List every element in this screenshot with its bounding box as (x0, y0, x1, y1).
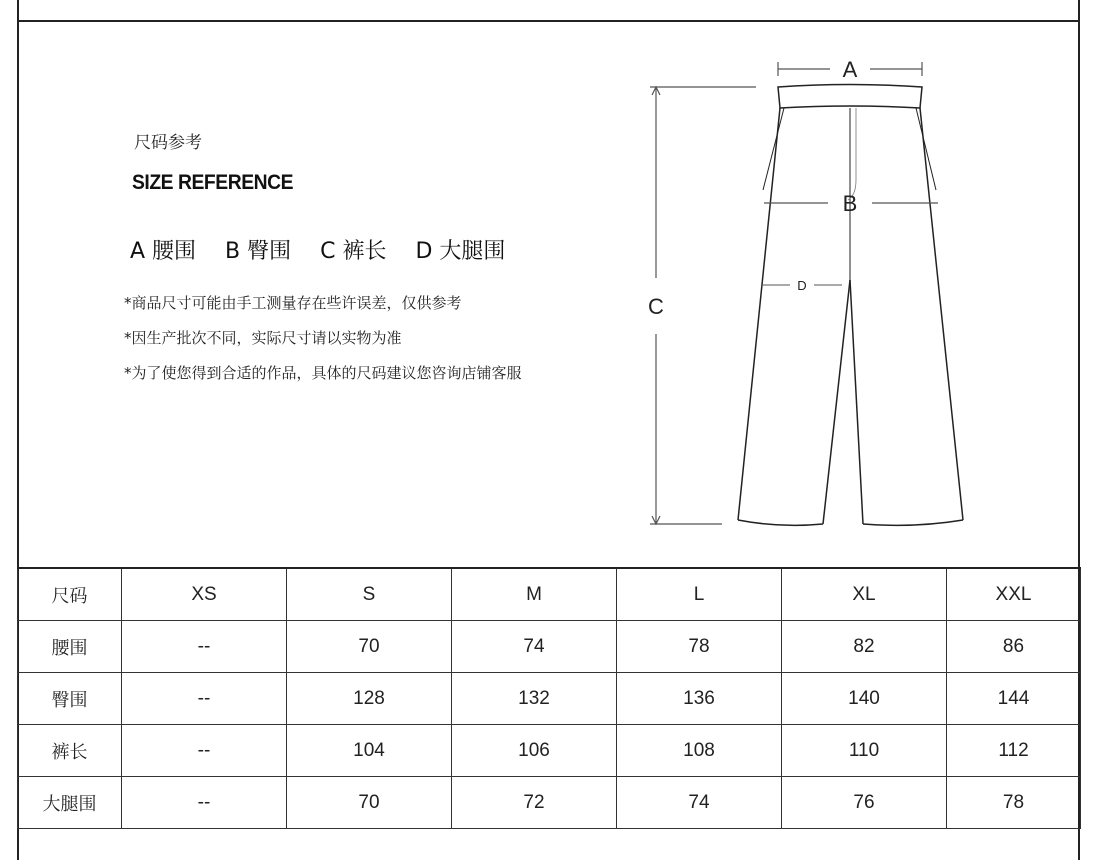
note-2: *因生产批次不同，实际尺寸请以实物为准 (124, 329, 402, 347)
right-hem (863, 520, 963, 525)
table-cell: 144 (947, 673, 1081, 725)
right-inseam (850, 280, 863, 524)
table-cell: 106 (452, 725, 617, 777)
table-cell: 74 (452, 621, 617, 673)
frame-left-edge (17, 0, 19, 22)
table-cell: XXL (947, 568, 1081, 621)
table-cell: 108 (617, 725, 782, 777)
table-cell: 臀围 (18, 673, 122, 725)
pants-outline (738, 85, 963, 526)
legend-b: B 臀围 (225, 239, 292, 264)
pants-diagram (630, 50, 980, 540)
table-cell: -- (122, 673, 287, 725)
left-outer-seam (738, 108, 780, 520)
table-cell: 82 (782, 621, 947, 673)
table-cell: 72 (452, 777, 617, 829)
label-c: C (648, 294, 664, 319)
right-pocket (916, 108, 936, 190)
table-cell: L (617, 568, 782, 621)
table-row (18, 673, 1081, 725)
table-cell: 尺码 (18, 568, 122, 621)
table-cell: 78 (617, 621, 782, 673)
table-cell: 腰围 (18, 621, 122, 673)
table-cell: -- (122, 725, 287, 777)
table-cell: 104 (287, 725, 452, 777)
table-cell: 大腿围 (18, 777, 122, 829)
table-cell: XL (782, 568, 947, 621)
table-cell: 74 (617, 777, 782, 829)
table-header-row (18, 568, 1081, 621)
size-notes (124, 292, 564, 384)
subtitle-cn: 尺码参考 (134, 133, 202, 153)
frame-right-edge (1078, 0, 1080, 22)
measurement-legend (130, 234, 527, 265)
size-table (17, 567, 1081, 829)
table-cell: 128 (287, 673, 452, 725)
table-cell: 136 (617, 673, 782, 725)
table-cell: 132 (452, 673, 617, 725)
label-a: A (842, 57, 858, 82)
table-cell: -- (122, 777, 287, 829)
right-outer-seam (920, 108, 963, 520)
table-row (18, 621, 1081, 673)
title-en: SIZE REFERENCE (132, 171, 294, 194)
table-cell: S (287, 568, 452, 621)
left-hem (738, 520, 823, 525)
label-d: D (797, 278, 807, 293)
table-cell: M (452, 568, 617, 621)
left-inseam (823, 280, 850, 524)
note-3: *为了使您得到合适的作品，具体的尺码建议您咨询店铺客服 (124, 364, 522, 382)
dimension-c (650, 87, 756, 524)
table-cell: XS (122, 568, 287, 621)
waistband (778, 85, 922, 109)
table-cell: -- (122, 621, 287, 673)
table-cell: 76 (782, 777, 947, 829)
table-cell: 140 (782, 673, 947, 725)
fly-stitch (848, 108, 856, 200)
table-cell: 112 (947, 725, 1081, 777)
table-row (18, 777, 1081, 829)
table-cell: 78 (947, 777, 1081, 829)
table-row (18, 725, 1081, 777)
table-cell: 70 (287, 777, 452, 829)
table-cell: 裤长 (18, 725, 122, 777)
table-cell: 70 (287, 621, 452, 673)
table-cell: 110 (782, 725, 947, 777)
note-1: *商品尺寸可能由手工测量存在些许误差，仅供参考 (124, 294, 462, 312)
table-cell: 86 (947, 621, 1081, 673)
label-b: B (842, 191, 858, 216)
legend-d: D 大腿围 (415, 239, 506, 264)
legend-c: C 裤长 (320, 239, 387, 264)
legend-a: A 腰围 (130, 239, 197, 264)
